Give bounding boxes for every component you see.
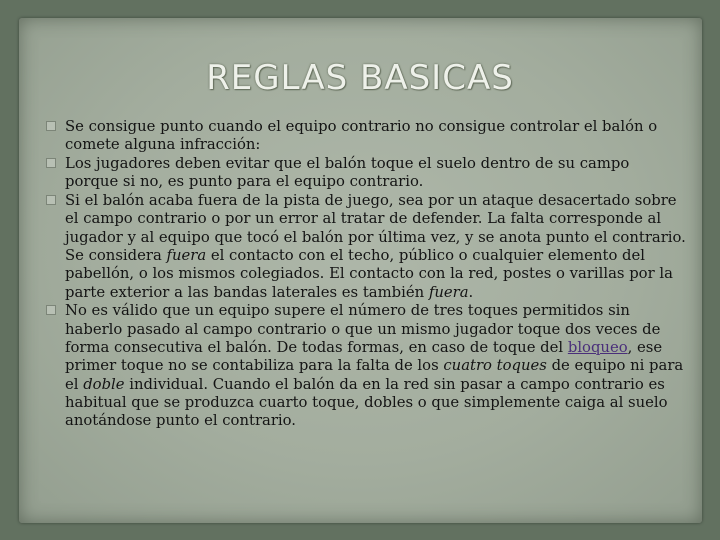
rule-text: individual. Cuando el balón da en la red sin pasar a campo contrario es habitual que se produzca cuarto toque, dobles o que simplemente caiga al suelo anotándose punto el contrario. <box>65 375 668 430</box>
rule-text: . <box>468 283 474 301</box>
emphasis-fuera: fuera <box>428 283 469 301</box>
list-item <box>46 155 686 192</box>
square-bullet-icon <box>46 195 56 205</box>
slide-title: REGLAS BASICAS <box>206 58 514 98</box>
bloqueo-link[interactable]: bloqueo <box>567 339 628 357</box>
square-bullet-icon <box>46 158 56 168</box>
rule-text: Los jugadores deben evitar que el balón toque el suelo dentro de su campo porque si no, es punto para el equipo contrario. <box>65 155 630 191</box>
rules-list <box>46 118 686 431</box>
rule-text: No es válido que un equipo supere el número de tres toques permitidos sin haberlo pasado al campo contrario o que un mismo jugador toque dos veces de forma consecutiva el balón. De todas formas, en caso de toque del <box>65 302 661 357</box>
rule-text: , ese primer toque no se contabiliza para la falta de los <box>65 339 663 375</box>
rule-text: el contacto con el techo, público o cualquier elemento del pabellón, o los mismos colegiados. El contacto con la red, postes o varillas por la parte exterior a las bandas laterales es también <box>65 247 673 301</box>
list-item <box>46 192 686 302</box>
rule-text: Si el balón acaba fuera de la pista de juego, sea por un ataque desacertado sobre el campo contrario o por un error al tratar de defender. La falta corresponde al jugador y al equipo que tocó el balón por última vez, y se anota punto el contrario. Se considera <box>65 192 686 265</box>
rule-text: Se consigue punto cuando el equipo contrario no consigue controlar el balón o comete alguna infracción: <box>65 118 658 154</box>
emphasis-fuera: fuera <box>166 247 207 265</box>
list-item <box>46 302 686 430</box>
emphasis-cuatro-toques: cuatro toques <box>443 357 547 375</box>
square-bullet-icon <box>46 121 56 131</box>
rule-text: de equipo ni para el <box>65 357 684 393</box>
square-bullet-icon <box>46 305 56 315</box>
list-item <box>46 118 686 155</box>
emphasis-doble: doble <box>83 375 125 393</box>
